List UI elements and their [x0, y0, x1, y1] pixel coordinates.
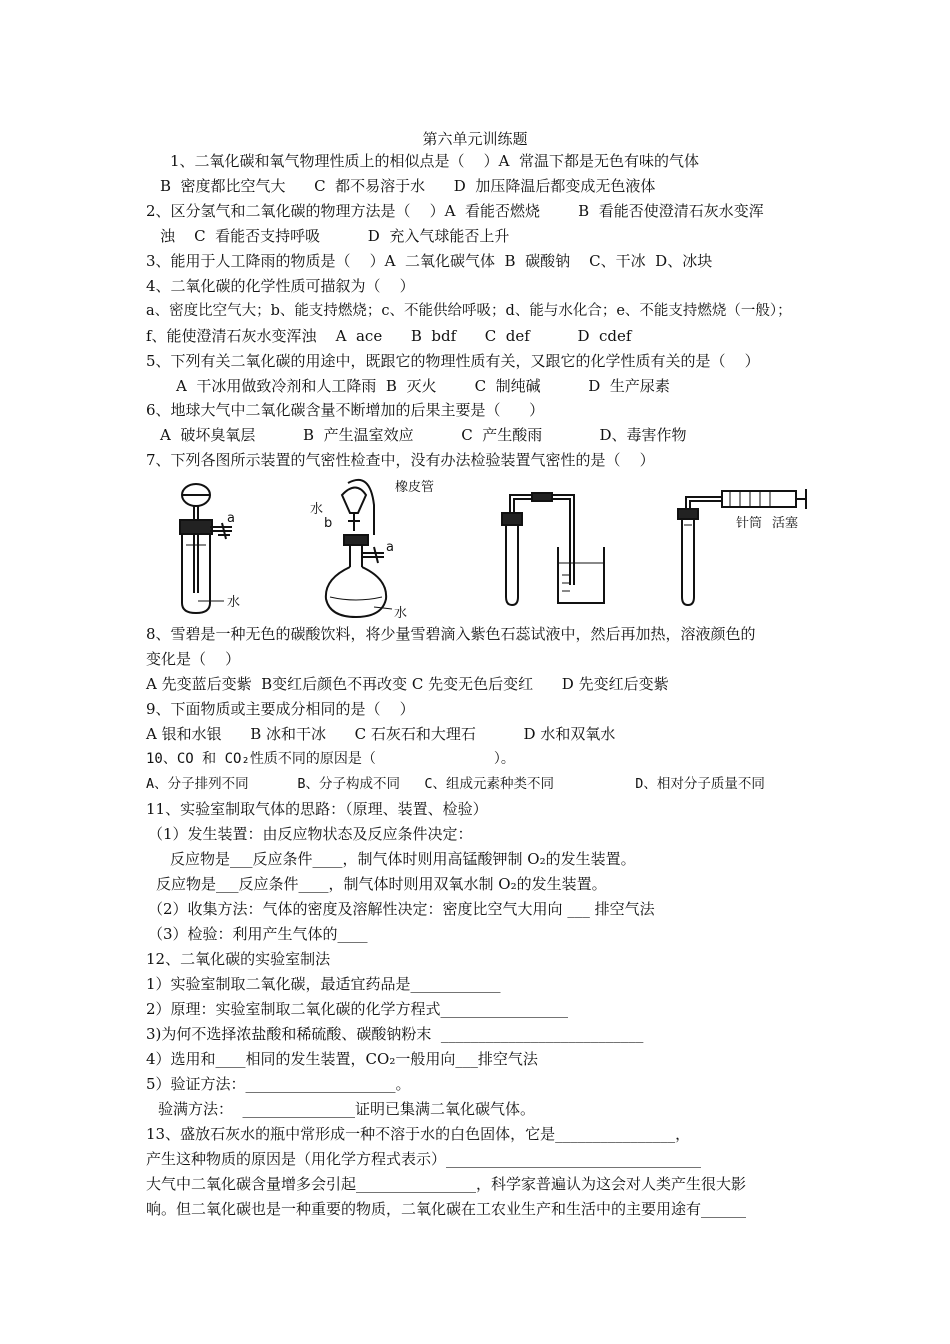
q5-options: A 干冰用做致冷剂和人工降雨 B 灭火 C 制纯碱 D 生产尿素: [176, 377, 670, 395]
fig2-rubber-tube-label: 橡皮管: [395, 480, 435, 495]
q11-part1: （1）发生装置：由反应物状态及反应条件决定：: [148, 825, 473, 843]
q13-line2: 产生这种物质的原因是（用化学方程式表示）__________________________________: [146, 1150, 702, 1168]
q13-line3: 大气中二氧化碳含量增多会引起________________，科学家普遍认为这会对人类产生很大影: [146, 1175, 747, 1193]
q11-part1-line1: 反应物是___反应条件____，制气体时则用高锰酸钾制 O₂的发生装置。: [170, 850, 636, 868]
fig2-water-top-label: 水: [310, 502, 324, 517]
apparatus-figure-2: [300, 475, 470, 620]
q5-stem: 5、下列有关二氧化碳的用途中，既跟它的物理性质有关，又跟它的化学性质有关的是（ ）: [146, 352, 760, 370]
q6-options: A 破坏臭氧层 B 产生温室效应 C 产生酸雨 D、毒害作物: [160, 426, 687, 444]
q6-stem: 6、地球大气中二氧化碳含量不断增加的后果主要是（ ）: [146, 401, 545, 419]
q11-part1-line2: 反应物是___反应条件____，制气体时则用双氧水制 O₂的发生装置。: [156, 875, 607, 893]
q9-stem: 9、下面物质或主要成分相同的是（ ）: [146, 700, 415, 718]
apparatus-figure-4: [670, 475, 820, 620]
q11-stem: 11、实验室制取气体的思路：（原理、装置、检验）: [146, 800, 488, 818]
q10-options: A、分子排列不同 B、分子构成不同 C、组成元素种类不同 D、相对分子质量不同: [146, 776, 765, 792]
fig4-plunger-label: 活塞: [772, 516, 799, 531]
q12-part3: 3)为何不选择浓盐酸和稀硫酸、碳酸钠粉末 ___________________________: [146, 1025, 644, 1043]
apparatus-figure-3: [492, 475, 632, 620]
q13-line4: 响。但二氧化碳也是一种重要的物质，二氧化碳在工农业生产和生活中的主要用途有______: [146, 1200, 747, 1218]
q13-stem: 13、盛放石灰水的瓶中常形成一种不溶于水的白色固体，它是________________，: [146, 1125, 691, 1143]
q12-part1: 1）实验室制取二氧化碳，最适宜药品是____________: [146, 975, 501, 993]
q4-properties: a、密度比空气大；b、能支持燃烧；c、不能供给呼吸；d、能与水化合；e、不能支持燃烧（一般）；: [146, 303, 792, 319]
q10-stem: 10、CO 和 CO₂性质不同的原因是（ ）。: [146, 751, 515, 767]
q3: 3、能用于人工降雨的物质是（ ）A 二氧化碳气体 B 碳酸钠 C、干冰 D、冰块: [146, 252, 713, 270]
fig1-a-label: a: [227, 511, 235, 526]
q4-options: f、能使澄清石灰水变浑浊 A ace B bdf C def D cdef: [146, 327, 632, 345]
page-title: 第六单元训练题: [422, 130, 528, 148]
q12-part2: 2）原理：实验室制取二氧化碳的化学方程式_________________: [146, 1000, 569, 1018]
fig2-water-bottom-label: 水: [394, 606, 408, 620]
q7-stem: 7、下列各图所示装置的气密性检查中，没有办法检验装置气密性的是（ ）: [146, 451, 655, 469]
q2-stem: 2、区分氢气和二氧化碳的物理方法是（ ）A 看能否燃烧 B 看能否使澄清石灰水变浑: [146, 202, 764, 220]
q8-stem: 8、雪碧是一种无色的碳酸饮料，将少量雪碧滴入紫色石蕊试液中，然后再加热，溶液颜色的: [146, 625, 756, 643]
q11-part2: （2）收集方法：气体的密度及溶解性决定：密度比空气大用向 ___ 排空气法: [148, 900, 655, 918]
q9-options: A 银和水银 B 冰和干冰 C 石灰石和大理石 D 水和双氧水: [146, 725, 616, 743]
q12-stem: 12、二氧化碳的实验室制法: [146, 950, 331, 968]
fig2-b-label: b: [324, 516, 333, 531]
q1-stem: 1、二氧化碳和氧气物理性质上的相似点是（ ）A 常温下都是无色有味的气体: [170, 152, 699, 170]
q8-options: A 先变蓝后变紫 B变红后颜色不再改变 C 先变无色后变红 D 先变红后变紫: [146, 675, 669, 693]
fig1-water-label: 水: [227, 595, 241, 610]
fig2-a-label: a: [386, 540, 394, 555]
fig4-syringe-label: 针筒: [736, 516, 763, 531]
q1-options: B 密度都比空气大 C 都不易溶于水 D 加压降温后都变成无色液体: [160, 177, 656, 195]
q11-part3: （3）检验：利用产生气体的____: [148, 925, 368, 943]
apparatus-figures: [170, 475, 820, 625]
q12-part5-fullcheck: 验满方法： _______________证明已集满二氧化碳气体。: [158, 1100, 536, 1118]
q12-part4: 4）选用和____相同的发生装置，CO₂一般用向___排空气法: [146, 1050, 538, 1068]
q8-stem-continued: 变化是（ ）: [146, 650, 241, 668]
q12-part5: 5）验证方法：____________________。: [146, 1075, 411, 1093]
q4-stem: 4、二氧化碳的化学性质可描叙为（ ）: [146, 277, 415, 295]
q2-options: 浊 C 看能否支持呼吸 D 充入气球能否上升: [160, 227, 510, 245]
apparatus-figure-1: [170, 475, 270, 620]
